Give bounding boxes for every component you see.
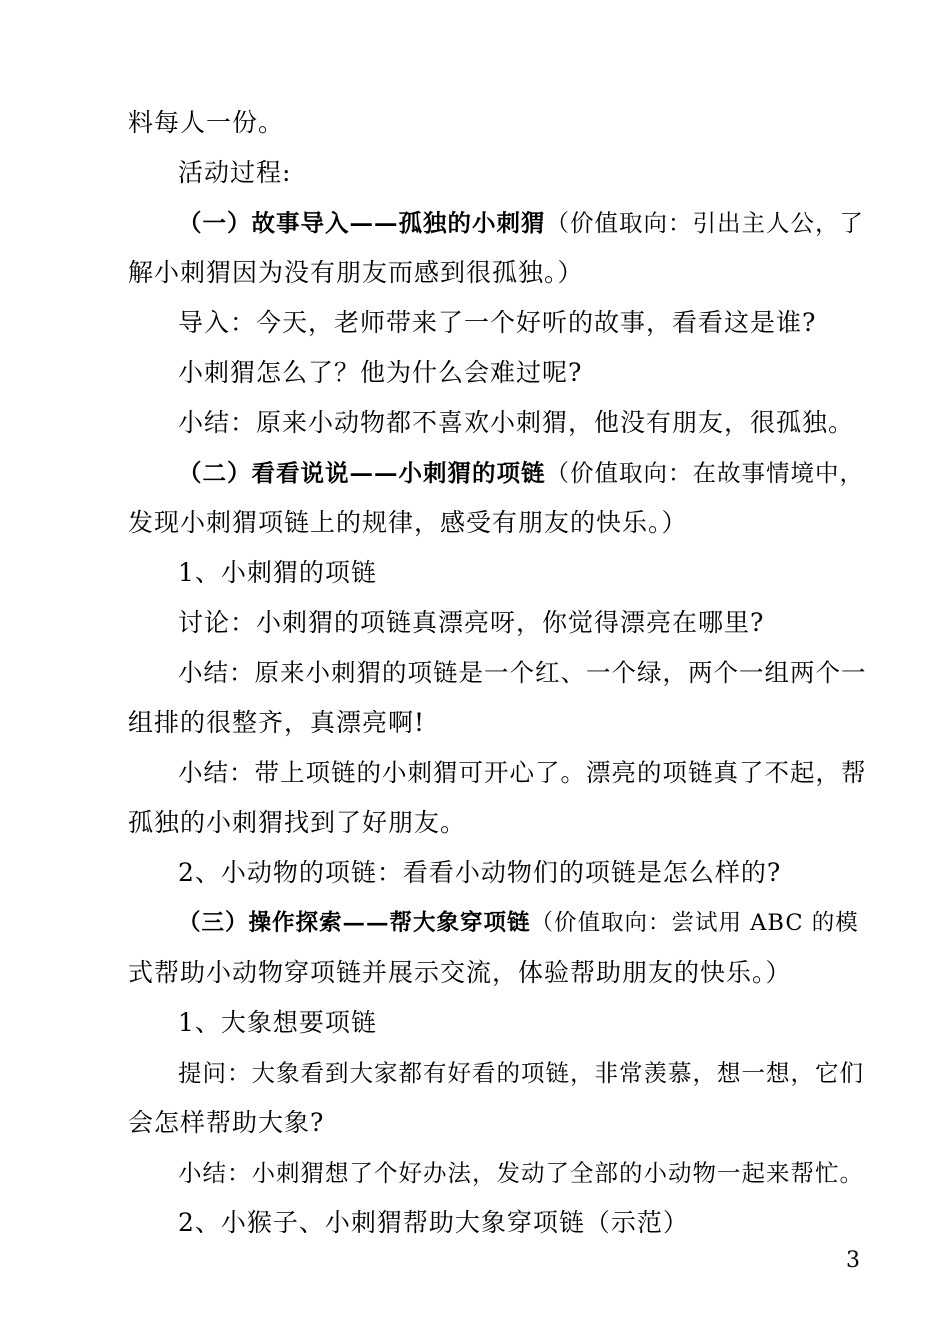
list-item: 2、小动物的项链：看看小动物们的项链是怎么样的? (178, 858, 782, 887)
text-line: 会怎样帮助大象? (128, 1108, 325, 1137)
section-title: （二）看看说说——小刺猬的项链（价值取向：在故事情境中， (178, 459, 864, 487)
text-line: 导入：今天，老师带来了一个好听的故事，看看这是谁? (178, 308, 817, 337)
text-line: 讨论：小刺猬的项链真漂亮呀，你觉得漂亮在哪里? (178, 608, 765, 637)
text-line: 解小刺猬因为没有朋友而感到很孤独。） (128, 258, 584, 287)
section-heading: 活动过程: (178, 158, 292, 187)
text-line: 小结：小刺猬想了个好办法，发动了全部的小动物一起来帮忙。 (178, 1159, 864, 1187)
text-line: 小刺猬怎么了？他为什么会难过呢? (178, 358, 583, 387)
list-item: 2、小猴子、小刺猬帮助大象穿项链（示范） (178, 1208, 689, 1237)
text-line: 料每人一份。 (128, 108, 285, 137)
section-title: （三）操作探索——帮大象穿项链（价值取向：尝试用 ABC 的模 (178, 910, 859, 936)
text-line: 组排的很整齐，真漂亮啊! (128, 708, 426, 737)
text-line: 式帮助小动物穿项链并展示交流，体验帮助朋友的快乐。） (128, 958, 792, 987)
section-title: （一）故事导入——孤独的小刺猬（价值取向：引出主人公，了 (178, 209, 864, 237)
text-line: 小结：原来小刺猬的项链是一个红、一个绿，两个一组两个一 (178, 658, 867, 687)
text-line: 小结：带上项链的小刺猬可开心了。漂亮的项链真了不起，帮 (178, 758, 867, 787)
list-item: 1、大象想要项链 (178, 1008, 377, 1037)
list-item: 1、小刺猬的项链 (178, 558, 377, 587)
text-line: 小结：原来小动物都不喜欢小刺猬，他没有朋友，很孤独。 (178, 408, 855, 437)
text-line: 发现小刺猬项链上的规律，感受有朋友的快乐。） (128, 508, 688, 537)
text-line: 提问：大象看到大家都有好看的项链，非常羡慕，想一想，它们 (178, 1059, 864, 1087)
page-number: 3 (846, 1248, 860, 1273)
text-line: 孤独的小刺猬找到了好朋友。 (128, 808, 467, 837)
